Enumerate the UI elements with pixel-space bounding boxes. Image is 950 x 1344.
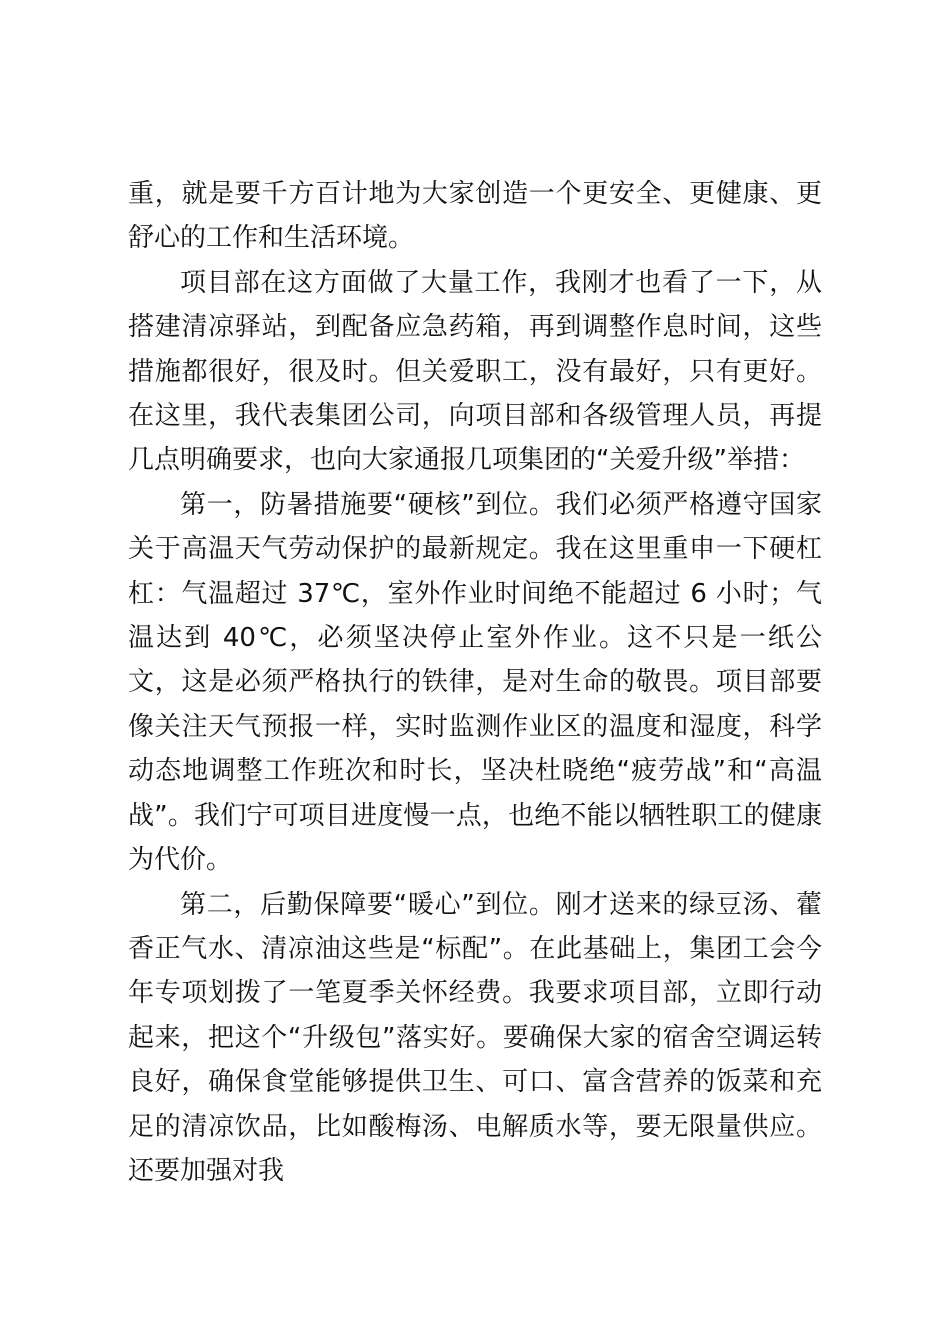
- paragraph-3: 第一，防暑措施要“硬核”到位。我们必须严格遵守国家关于高温天气劳动保护的最新规定。我在这里重申一下硬杠杠：气温超过 37℃，室外作业时间绝不能超过 6 小时；气温达到 40℃，必须坚决停止室外作业。这不只是一纸公文，这是必须严格执行的铁律，是对生命的敬畏。项目部要像关注天气预报一样，实时监测作业区的温度和湿度，科学动态地调整工作班次和时长，坚决杜晓绝“疲劳战”和“高温战”。我们宁可项目进度慢一点，也绝不能以牺牲职工的健康为代价。: [128, 489, 822, 876]
- paragraph-2: 项目部在这方面做了大量工作，我刚才也看了一下，从搭建清凉驿站，到配备应急药箱，再到调整作息时间，这些措施都很好，很及时。但关爱职工，没有最好，只有更好。在这里，我代表集团公司，向项目部和各级管理人员，再提几点明确要求，也向大家通报几项集团的“关爱升级”举措：: [128, 267, 822, 476]
- body-text: [128, 172, 822, 1193]
- paragraph-1: 重，就是要千方百计地为大家创造一个更安全、更健康、更舒心的工作和生活环境。: [128, 179, 822, 254]
- paragraph-4: 第二，后勤保障要“暖心”到位。刚才送来的绿豆汤、藿香正气水、清凉油这些是“标配”。在此基础上，集团工会今年专项划拨了一笔夏季关怀经费。我要求项目部，立即行动起来，把这个“升级包”落实好。要确保大家的宿舍空调运转良好，确保食堂能够提供卫生、可口、富含营养的饭菜和充足的清凉饮品，比如酸梅汤、电解质水等，要无限量供应。还要加强对我: [128, 889, 822, 1186]
